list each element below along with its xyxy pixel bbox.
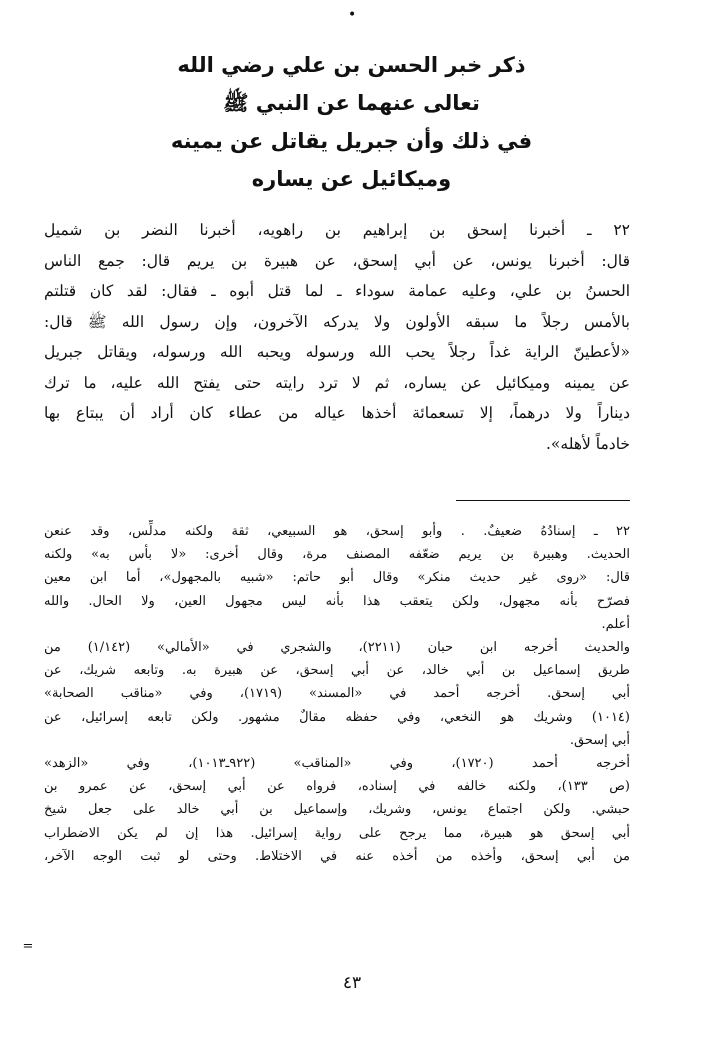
text-line: قال: أخبرنا يونس، عن أبي إسحق، عن هبيرة بن يريم قال: جمع الناس bbox=[44, 251, 630, 270]
chapter-heading bbox=[60, 46, 643, 198]
text-line: عن يمينه وميكائيل عن يساره، ثم لا ترد رايته حتى يفتح الله عليه، ما ترك bbox=[44, 373, 630, 392]
heading-line: تعالى عنهما عن النبي ﷺ bbox=[223, 91, 480, 115]
footnote-line: أبي إسحق. bbox=[569, 732, 630, 748]
top-mark: • bbox=[348, 7, 357, 23]
hadith-text bbox=[44, 215, 630, 459]
footnote-line: أبي إسحق. أخرجه أحمد في «المسند» (١٧١٩)، وفي «مناقب الصحابة» bbox=[44, 686, 630, 702]
heading-line: ذكر خبر الحسن بن علي رضي الله bbox=[177, 53, 526, 77]
text-line: الحسنُ بن علي، وعليه عمامة سوداء ـ لما قتل أبوه ـ فقال: لقد كان قتلتم bbox=[44, 282, 630, 300]
footnote-line: أبي إسحق هو هبيرة، مما يرجح على رواية إسرائيل. هذا إن لم يكن الاضطراب bbox=[44, 825, 630, 841]
heading-line: في ذلك وأن جبريل يقاتل عن يمينه bbox=[170, 129, 533, 153]
text-line: بالأمس رجلاً ما سبقه الأولون ولا يدركه الآخرون، وإن رسول الله ﷺ قال: bbox=[44, 312, 630, 331]
footnote-separator bbox=[456, 500, 630, 501]
text-line: خادماً لأهله». bbox=[545, 434, 630, 453]
footnote-line: فصرّح بأنه مجهول، ولكن يتعقب هذا بأنه ليس مجهول العين، ولا الحال. والله bbox=[44, 593, 630, 609]
footnote-line: حبشي. ولكن اجتماع يونس، وشريك، وإسماعيل بن أبي خالد على جعل شيخ bbox=[44, 802, 630, 818]
text-line: ٢٢ ـ أخبرنا إسحق بن إبراهيم بن راهويه، أخبرنا النضر بن شميل bbox=[44, 221, 630, 239]
footnote-line: ٢٢ ـ إسنادُهُ ضعيفٌ. . وأبو إسحق، هو السبيعي، ثقة ولكنه مدلِّس، وقد عنعن bbox=[44, 524, 630, 539]
footnote-line: (ص ١٣٣)، ولكنه خالفه في إسناده، فرواه عن أبي إسحق، عن عمرو بن bbox=[44, 779, 630, 795]
footnote-line: أعلم. bbox=[601, 616, 630, 632]
footnotes bbox=[44, 520, 630, 868]
page-number: ٤٣ bbox=[342, 973, 362, 993]
heading-line: وميكائيل عن يساره bbox=[251, 167, 452, 191]
footnote-line: من أبي إسحق، وأخذه من أخذه عنه في الاختلاط. وحتى لو ثبت الوجه الآخر، bbox=[44, 848, 630, 864]
continuation-mark: = bbox=[22, 939, 34, 954]
footnote-line: والحديث أخرجه ابن حبان (٢٢١١)، والشجري في «الأمالي» (١/١٤٢) من bbox=[44, 640, 630, 656]
footnote-line: الحديث. وهبيرة بن يريم ضعّفه المصنف مرة، وقال أخرى: «لا بأس به» ولكنه bbox=[44, 547, 630, 563]
text-line: ديناراً ولا درهماً، إلا تسعمائة أخذها عياله من عطاء كان أراد أن يبتاع بها bbox=[44, 404, 630, 422]
footnote-line: طريق إسماعيل بن أبي خالد، عن أبي إسحق، عن هبيرة به. وتابعه شريك، عن bbox=[44, 663, 630, 679]
text-line: «لأعطينّ الراية غداً رجلاً يحب الله ورسوله ويحبه الله ورسوله، ويقاتل جبريل bbox=[44, 343, 630, 361]
footnote-line: أخرجه أحمد (١٧٢٠)، وفي «المناقب» (٩٢٢ـ١٠١٣)، وفي «الزهد» bbox=[44, 756, 630, 772]
footnote-line: (١٠١٤) وشريك هو النخعي، وفي حفظه مقالٌ مشهور. ولكن تابعه إسرائيل، عن bbox=[44, 709, 630, 725]
footnote-line: قال: «روى غير حديث منكر» وقال أبو حاتم: «شبيه بالمجهول»، أما ابن معين bbox=[44, 570, 630, 586]
